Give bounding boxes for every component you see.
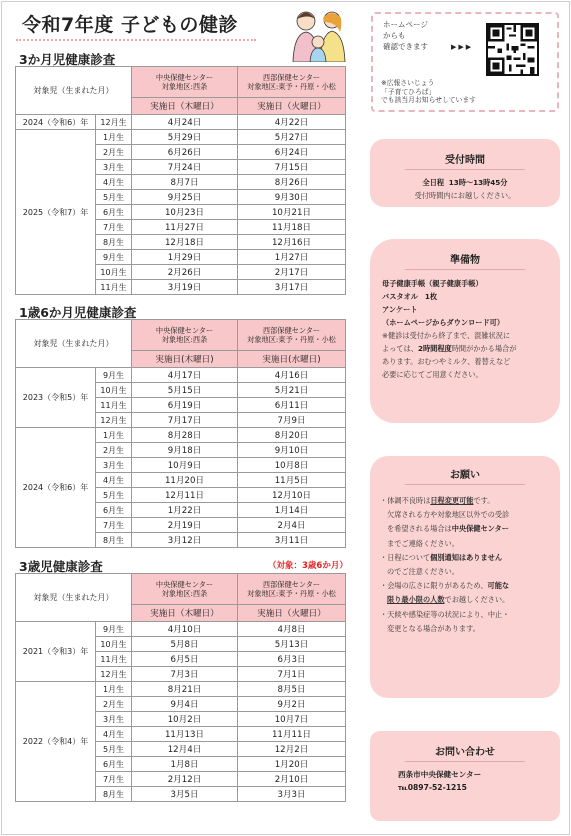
prep-item-towel: バスタオル: [382, 292, 418, 301]
qr-note: ※広報さいじょう 「子育てひろば」 でも該当月お知らせしています: [381, 79, 476, 105]
date-central: 10月9日: [132, 458, 238, 473]
reception-hours: 13時〜13時45分: [448, 178, 508, 187]
date-central: 11月27日: [132, 220, 238, 235]
prep-item-download: （ホームページからダウンロード可）: [382, 318, 505, 327]
birth-month: 6月生: [96, 205, 132, 220]
header-center-a: 中央保健センター 対象地区:西条: [132, 67, 238, 98]
date-western: 5月13日: [238, 637, 346, 652]
table-row: [16, 130, 346, 145]
date-central: 9月18日: [132, 443, 238, 458]
contact-name: 西条市中央保健センター: [398, 770, 482, 779]
birth-month: 6月生: [96, 757, 132, 772]
birth-year: 2023（令和5）年: [16, 368, 96, 428]
birth-month: 10月生: [96, 265, 132, 280]
birth-month: 8月生: [96, 787, 132, 802]
date-western: 12月2日: [238, 742, 346, 757]
date-western: 10月7日: [238, 712, 346, 727]
date-central: 5月8日: [132, 637, 238, 652]
header-day-b: 実施日(水曜日): [238, 351, 346, 368]
date-western: 9月2日: [238, 697, 346, 712]
date-western: 11月18日: [238, 220, 346, 235]
date-central: 1月22日: [132, 503, 238, 518]
birth-month: 8月生: [96, 235, 132, 250]
reception-all-days: 全日程: [422, 178, 445, 187]
date-western: 11月11日: [238, 727, 346, 742]
qr-text-1: ホームページ: [383, 20, 428, 29]
prep-item-handbook: 母子健康手帳（親子健康手帳）: [382, 279, 483, 288]
birth-year: 2024（令和6）年: [16, 115, 96, 130]
date-western: 7月15日: [238, 160, 346, 175]
page-title: 令和7年度 子どもの健診: [22, 14, 238, 36]
date-central: 3月12日: [132, 533, 238, 548]
date-central: 5月29日: [132, 130, 238, 145]
notice-card: お願い ・体調不良時は日程変更可能です。 欠席される方や対象地区以外での受診 を希望される場合は中央保健センター までご連絡ください。 ・日程について個別通知はありません のでご注意ください。 ・会場の広さに限りがあるため、可能な 限り最小限の人数でお越しください。 ・天候や感染症等の状況により、中止・ 変更となる場合があります。: [370, 456, 560, 698]
reception-note: 受付時間内にお越しください。: [414, 191, 516, 200]
date-western: 6月3日: [238, 652, 346, 667]
header-day-b: 実施日（火曜日）: [238, 98, 346, 115]
birth-month: 2月生: [96, 697, 132, 712]
birth-month: 4月生: [96, 473, 132, 488]
birth-month: 9月生: [96, 622, 132, 637]
date-western: 6月24日: [238, 145, 346, 160]
date-central: 7月24日: [132, 160, 238, 175]
date-central: 10月23日: [132, 205, 238, 220]
date-central: 7月3日: [132, 667, 238, 682]
date-western: 6月11日: [238, 398, 346, 413]
section-title-18month: 1歳6か月児健康診査: [19, 305, 137, 320]
date-western: 12月16日: [238, 235, 346, 250]
date-western: 9月30日: [238, 190, 346, 205]
birth-month: 3月生: [96, 712, 132, 727]
date-western: 3月17日: [238, 280, 346, 295]
birth-month: 1月生: [96, 428, 132, 443]
date-central: 12月4日: [132, 742, 238, 757]
header-day-a: 実施日（木曜日）: [132, 98, 238, 115]
birth-month: 12月生: [96, 413, 132, 428]
date-central: 2月12日: [132, 772, 238, 787]
birth-year: 2024（令和6）年: [16, 428, 96, 548]
reception-title: 受付時間: [405, 151, 525, 170]
prep-note-1: ※健診は受付から終了まで、混雑状況に: [382, 331, 511, 340]
phone-icon: ℡: [398, 783, 408, 792]
date-central: 8月21日: [132, 682, 238, 697]
qr-info-box: [371, 12, 559, 112]
table-row: [16, 622, 346, 637]
section-title-3month: 3か月児健康診査: [19, 52, 116, 67]
section-note-3year: （対象：3歳6か月）: [268, 561, 348, 571]
reception-card: [370, 139, 560, 207]
birth-month: 11月生: [96, 280, 132, 295]
birth-month: 8月生: [96, 533, 132, 548]
birth-month: 11月生: [96, 652, 132, 667]
contact-tel[interactable]: 0897-52-1215: [407, 783, 467, 792]
header-day-a: 実施日(木曜日): [132, 351, 238, 368]
date-western: 2月17日: [238, 265, 346, 280]
date-central: 9月4日: [132, 697, 238, 712]
date-western: 4月16日: [238, 368, 346, 383]
birth-year: 2025（令和7）年: [16, 130, 96, 295]
date-western: 2月4日: [238, 518, 346, 533]
table-row: [16, 428, 346, 443]
birth-month: 12月生: [96, 115, 132, 130]
qr-text-2: からも: [383, 31, 406, 40]
date-western: 10月8日: [238, 458, 346, 473]
birth-month: 9月生: [96, 250, 132, 265]
prep-card: 準備物 母子健康手帳（親子健康手帳） バスタオル 1枚 アンケート （ホームページからダウンロード可） ※健診は受付から終了まで、混雑状況に よっては、2時間程度時間がかかる場合が あります。おむつやミルク、着替えなど 必要に応じてご用意ください。: [370, 239, 560, 423]
date-western: 3月11日: [238, 533, 346, 548]
date-central: 12月18日: [132, 235, 238, 250]
date-central: 8月7日: [132, 175, 238, 190]
section-title-3year: 3歳児健康診査: [19, 559, 103, 574]
header-target: 対象児（生まれた月）: [16, 320, 132, 368]
date-western: 3月3日: [238, 787, 346, 802]
date-central: 11月20日: [132, 473, 238, 488]
birth-month: 12月生: [96, 667, 132, 682]
arrow-icon: ▶▶▶: [451, 43, 474, 51]
date-western: 1月27日: [238, 250, 346, 265]
date-western: 8月5日: [238, 682, 346, 697]
date-central: 3月5日: [132, 787, 238, 802]
date-central: 6月19日: [132, 398, 238, 413]
birth-month: 10月生: [96, 637, 132, 652]
birth-month: 9月生: [96, 368, 132, 383]
date-central: 6月5日: [132, 652, 238, 667]
date-western: 10月21日: [238, 205, 346, 220]
birth-month: 3月生: [96, 160, 132, 175]
date-central: 8月28日: [132, 428, 238, 443]
birth-month: 2月生: [96, 145, 132, 160]
date-western: 8月26日: [238, 175, 346, 190]
date-central: 11月13日: [132, 727, 238, 742]
schedule-table-3year: [15, 573, 346, 802]
birth-month: 7月生: [96, 772, 132, 787]
header-center-b: 西部保健センター 対象地区:東予・丹原・小松: [238, 67, 346, 98]
contact-card: [370, 731, 560, 821]
title-underline: [16, 39, 256, 41]
header-center-b: 西部保健センター 対象地区:東予・丹原・小松: [238, 574, 346, 605]
date-central: 7月17日: [132, 413, 238, 428]
header-center-b: 西部保健センター 対象地区:東予・丹原・小松: [238, 320, 346, 351]
date-western: 5月27日: [238, 130, 346, 145]
date-central: 6月26日: [132, 145, 238, 160]
date-western: 4月22日: [238, 115, 346, 130]
date-western: 5月21日: [238, 383, 346, 398]
schedule-table-3month: [15, 66, 346, 295]
date-central: 2月26日: [132, 265, 238, 280]
table-row: [16, 115, 346, 130]
date-western: 1月20日: [238, 757, 346, 772]
header-target: 対象児（生まれた月）: [16, 67, 132, 115]
table-row: [16, 368, 346, 383]
prep-note-4: 必要に応じてご用意ください。: [382, 370, 483, 379]
date-western: 12月10日: [238, 488, 346, 503]
header-center-a: 中央保健センター 対象地区:西条: [132, 574, 238, 605]
birth-month: 10月生: [96, 383, 132, 398]
date-central: 12月11日: [132, 488, 238, 503]
birth-month: 2月生: [96, 443, 132, 458]
date-central: 1月8日: [132, 757, 238, 772]
date-central: 4月24日: [132, 115, 238, 130]
date-western: 7月1日: [238, 667, 346, 682]
date-central: 5月15日: [132, 383, 238, 398]
birth-month: 5月生: [96, 742, 132, 757]
header-day-a: 実施日（木曜日）: [132, 605, 238, 622]
date-western: 2月10日: [238, 772, 346, 787]
date-central: 4月10日: [132, 622, 238, 637]
contact-title: お問い合わせ: [405, 743, 525, 762]
date-central: 9月25日: [132, 190, 238, 205]
header-day-b: 実施日（火曜日）: [238, 605, 346, 622]
date-central: 3月19日: [132, 280, 238, 295]
date-western: 7月9日: [238, 413, 346, 428]
date-western: 4月8日: [238, 622, 346, 637]
birth-month: 5月生: [96, 190, 132, 205]
date-central: 10月2日: [132, 712, 238, 727]
date-western: 11月5日: [238, 473, 346, 488]
date-central: 2月19日: [132, 518, 238, 533]
birth-month: 3月生: [96, 458, 132, 473]
header-center-a: 中央保健センター 対象地区:西条: [132, 320, 238, 351]
date-western: 1月14日: [238, 503, 346, 518]
family-illustration: [288, 4, 350, 62]
prep-item-survey: アンケート: [382, 305, 418, 314]
date-western: 8月20日: [238, 428, 346, 443]
qr-text-3: 確認できます: [383, 42, 428, 51]
birth-month: 1月生: [96, 130, 132, 145]
birth-month: 11月生: [96, 398, 132, 413]
notice-title: お願い: [405, 466, 525, 485]
birth-month: 5月生: [96, 488, 132, 503]
birth-month: 7月生: [96, 220, 132, 235]
birth-month: 4月生: [96, 175, 132, 190]
date-western: 9月10日: [238, 443, 346, 458]
birth-month: 7月生: [96, 518, 132, 533]
table-row: [16, 682, 346, 697]
birth-month: 6月生: [96, 503, 132, 518]
header-target: 対象児（生まれた月）: [16, 574, 132, 622]
qr-code-icon[interactable]: [486, 23, 539, 76]
prep-title: 準備物: [405, 251, 525, 270]
birth-month: 4月生: [96, 727, 132, 742]
date-central: 4月17日: [132, 368, 238, 383]
date-central: 1月29日: [132, 250, 238, 265]
birth-year: 2021（令和3）年: [16, 622, 96, 682]
schedule-table-18month: [15, 319, 346, 548]
birth-month: 1月生: [96, 682, 132, 697]
prep-note-3: あります。おむつやミルク、着替えなど: [382, 357, 511, 366]
birth-year: 2022（令和4）年: [16, 682, 96, 802]
